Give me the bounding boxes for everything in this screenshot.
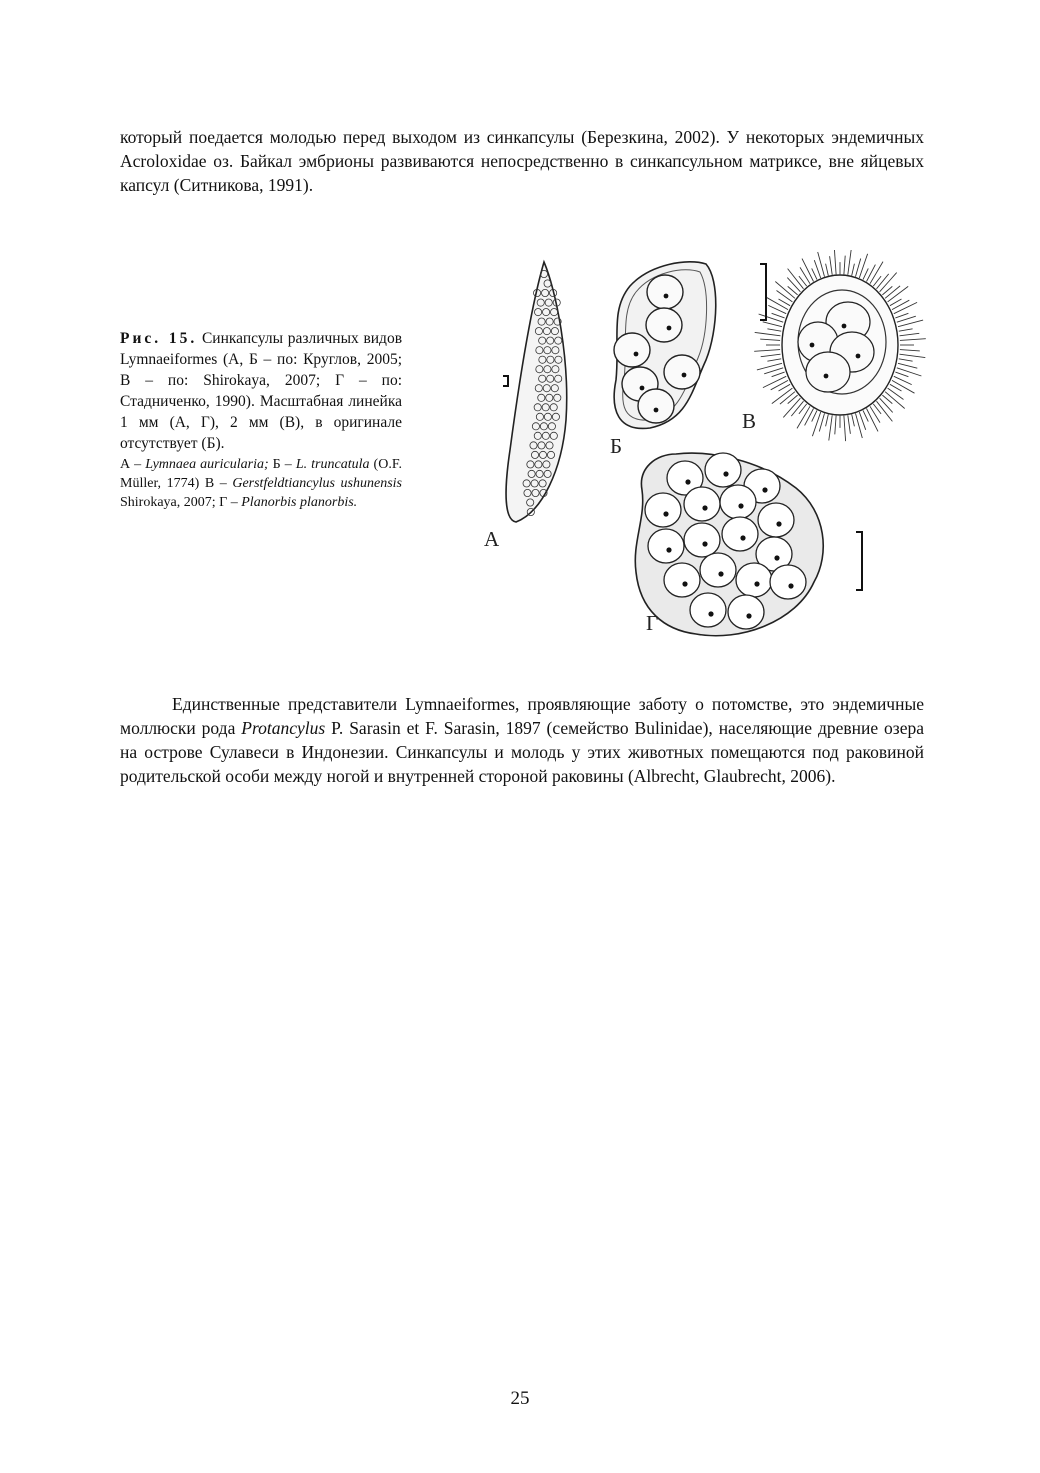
caption-text: Синкапсулы различных видов Lymnaeiformes (А, Б – по: Круглов, 2005; В – по: Shirokaya, 2007; Г – по: Стадниченко, 1990). Масштабная линейка 1 мм (А, Г), 2 мм (В), в оригинале отсутствует (Б). [120, 330, 403, 452]
scale-bar-g [856, 532, 862, 590]
capsule-a-drawing [503, 262, 567, 522]
species-a-name: Lymnaea auricularia; [145, 457, 269, 472]
paragraph-text-start: Единственные представители Lymnaeiformes, проявляющие заботу о потомстве, это эндемичные моллюски рода [120, 694, 924, 738]
species-b-prefix: Б – [268, 457, 296, 472]
species-v-name: Gerstfeldtiancylus ushunensis [232, 476, 402, 491]
species-b-name: L. truncatula [295, 457, 370, 472]
capsule-g-drawing [635, 453, 862, 636]
species-v-author: Shirokaya, 2007; Г – [120, 495, 242, 510]
figure-label-v: В [742, 409, 757, 433]
paragraph-text-end: P. Sarasin et F. Sarasin, 1897 (семейство Bulinidae), населяющие древние озера на острове Сулавеси в Индонезии. Синкапсулы и молодь у этих животных помещаются под раковиной родительской особи между ногой и внутренней стороной раковины (Albrecht, Glaubrecht, 2006). [120, 718, 925, 786]
figure-label-b: Б [610, 434, 623, 458]
page-number: 25 [510, 1388, 530, 1409]
species-g-name: Planorbis planorbis. [241, 495, 358, 510]
figure-caption [120, 328, 402, 512]
capsule-b-drawing [614, 262, 716, 429]
capsule-v-drawing [754, 250, 926, 441]
genus-name: Protancylus [241, 718, 326, 738]
scale-bar-v [760, 264, 766, 320]
figure-illustration [470, 250, 930, 650]
paragraph-continuation: который поедается молодью перед выходом из синкапсулы (Березкина, 2002). У некоторых эндемичных Acroloxidae оз. Байкал эмбрионы развиваются непосредственно в синкапсульном матриксе, вне яйцевых капсул (Ситникова, 1991). [120, 127, 924, 195]
species-a-prefix: А – [120, 457, 146, 472]
figure-label-g: Г [646, 611, 659, 635]
figure-label-a: А [484, 527, 500, 551]
paragraph-protancylus [120, 692, 924, 788]
caption-label: Рис. 15. [120, 330, 198, 347]
scale-bar-a [503, 376, 508, 386]
caption-species-list [120, 455, 402, 512]
species-b-author: (O.F. Müller, 1774) В – [120, 457, 402, 491]
